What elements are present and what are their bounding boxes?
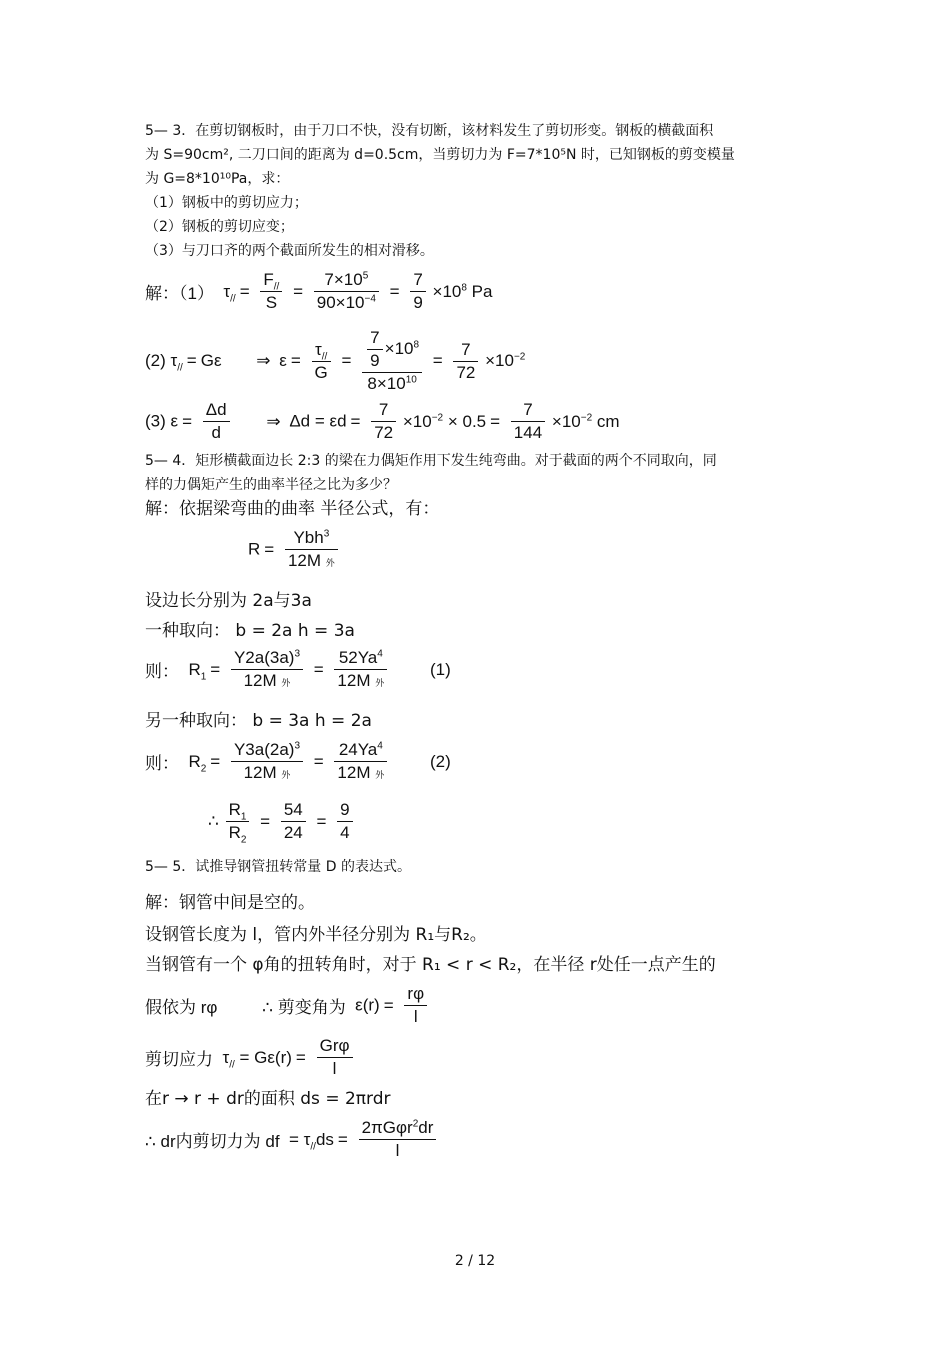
solution-label-2: (2)	[145, 351, 166, 370]
shear-force-line: ∴ dr内剪切力为 df = $\tau_{//}ds$ = $\frac{2\pi G\varphi r^2dr}{l}$	[145, 1118, 438, 1161]
equation-r1: 则： $R_1$ = $\frac{Y2a(3a)^3}{\text{12M 外}}$ = $\frac{52Ya^4}{\text{12M 外}}$ (1)	[145, 648, 451, 690]
assumption-text: 假依为 rφ	[145, 998, 218, 1017]
shear-force-label: ∴ dr内剪切力为 df	[145, 1132, 280, 1151]
orientation-2: 另一种取向： b = 3a h = 2a	[145, 711, 372, 731]
curvature-radius-formula: R = $\frac{Ybh^3}{\text{12M 外}}$	[248, 528, 340, 571]
problem-5-3-line1: 5— 3．在剪切钢板时，由于刀口不快，没有切断，该材料发生了剪切形变。钢板的横截面积	[145, 123, 714, 139]
problem-5-4-line2: 样的力偶矩产生的曲率半径之比为多少？	[145, 477, 397, 493]
solution-5-3-part1: 解：（1） $\tau_{//}$ = $\frac{F_{//}}{S}$ = $\frac{7\times 10^5}{90\times 10^{-4}}$ = $\frac{7}{9}$ $\times 10^8$ Pa	[145, 270, 493, 312]
then-label-1: 则：	[145, 662, 179, 681]
equation-number-1: (1)	[429, 659, 451, 679]
equation-r2: 则： $R_2$ = $\frac{Y3a(2a)^3}{\text{12M 外}}$ = $\frac{24Ya^4}{\text{12M 外}}$ (2)	[145, 740, 451, 782]
solution-5-3-part3: (3) ε = $\frac{\Delta d}{d}$ ⇒ Δd = εd = $\frac{7}{72}$ $\times 10^{-2} \times 0.5$ = $\frac{7}{144}$ $\times 10^{-2}$ cm	[145, 400, 620, 442]
problem-5-5-l2: 当钢管有一个 φ角的扭转角时，对于 R₁ < r < R₂，在半径 r处任一点产生的	[145, 955, 716, 975]
shear-stress-line: 剪切应力 $\tau_{//} = G\varepsilon(r)$ = $\frac{\text{Grφ}}{l}$	[145, 1036, 355, 1079]
area-element-line: 在r → r + dr的面积 ds = 2πrdr	[145, 1089, 391, 1109]
problem-5-3-q1: （1）钢板中的剪切应力；	[145, 195, 308, 211]
orientation-1: 一种取向： b = 2a h = 3a	[145, 621, 355, 641]
page-number: 2 / 12	[454, 1253, 496, 1269]
problem-5-4-solution-intro: 解：依据梁弯曲的曲率 半径公式，有：	[145, 499, 440, 519]
solution-label-3: (3)	[145, 411, 166, 431]
sides-statement: 设边长分别为 2a与3a	[145, 591, 312, 611]
problem-5-3-line2: 为 S=90cm², 二刀口间的距离为 d=0.5cm，当剪切力为 F=7*10⁵N 时，已知钢板的剪变模量	[145, 147, 735, 163]
problem-5-5-l1: 设钢管长度为 l，管内外半径分别为 R₁与R₂。	[145, 925, 487, 945]
equation-number-2: (2)	[429, 751, 451, 771]
problem-5-4-line1: 5— 4．矩形横截面边长 2:3 的梁在力偶矩作用下发生纯弯曲。对于截面的两个不同取向，同	[145, 453, 717, 469]
problem-5-5-line1: 5— 5．试推导钢管扭转常量 D 的表达式。	[145, 859, 411, 875]
shear-stress-label: 剪切应力	[145, 1050, 213, 1069]
problem-5-3-q3: （3）与刀口齐的两个截面所发生的相对滑移。	[145, 243, 434, 259]
solution-label-1: 解：（1）	[145, 284, 214, 303]
shear-angle-label: ∴ 剪变角为	[262, 998, 346, 1017]
ratio-result: ∴ $\frac{R_1}{R_2}$ = $\frac{54}{24}$ = $\frac{9}{4}$	[208, 800, 355, 843]
then-label-2: 则：	[145, 754, 179, 773]
shear-angle-line: 假依为 rφ ∴ 剪变角为 ε(r) = $\frac{r\varphi}{l}$	[145, 984, 429, 1027]
problem-5-5-solution: 解：钢管中间是空的。	[145, 893, 315, 913]
problem-5-3-q2: （2）钢板的剪切应变；	[145, 219, 294, 235]
problem-5-3-line3: 为 G=8*10¹⁰Pa，求：	[145, 171, 290, 187]
solution-5-3-part2: (2) $\tau_{//} = G\varepsilon$ ⇒ ε = $\frac{\tau_{//}}{G}$ = $\frac{7}{9}$ $\times 10^8$ $8\times 10^{10}$ = $\frac{7}{72}$ $\times 10^{-2}$	[145, 328, 526, 393]
